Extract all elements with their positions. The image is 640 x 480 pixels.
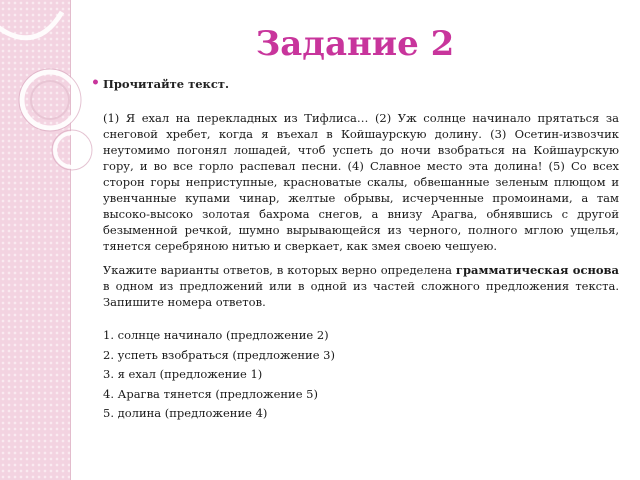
ring-large-outline	[19, 69, 81, 131]
answer-options	[103, 326, 335, 424]
bullet-text: Прочитайте текст.	[103, 77, 229, 91]
bullet-item	[91, 75, 229, 91]
instruction-part-1: Укажите варианты ответов, в которых верно определена	[103, 263, 456, 277]
slide-title: Задание 2	[255, 24, 455, 64]
task-instruction	[103, 262, 619, 310]
source-text: (1) Я ехал на перекладных из Тифлиса… (2) Уж солнце начинало прятаться за снеговой хребет, когда я въехал в Койшаурскую долину. (3) Осетин-извозчик неутомимо погонял лошадей, чтоб успеть до ночи взобраться на Койшаурскую гору, и во все горло распевал песни. (4) Славное место эта долина! (5) Со всех сторон горы неприступные, красноватые скалы, обвешанные зеленым плющом и увенчанные купами чинар, желтые обрывы, исчерченные промоинами, а там высоко-высоко золотая бахрома снегов, а внизу Арагва, обнявшись с другой безыменной речкой, шумно вырывающейся из черного, полного мглою ущелья, тянется серебряною нитью и сверкает, как змея своею чешуею.	[103, 111, 619, 253]
answer-option: 4. Арагва тянется (предложение 5)	[103, 386, 318, 401]
bullet-dot-icon: •	[91, 75, 100, 91]
answer-option: 3. я ехал (предложение 1)	[103, 367, 263, 381]
ring-inner	[31, 81, 69, 119]
answer-option: 5. долина (предложение 4)	[103, 406, 268, 420]
instruction-part-2: в одном из предложений или в одной из частей сложного предложения текста. Запишите номера ответов.	[103, 279, 619, 309]
ring-small	[55, 133, 89, 167]
instruction-bold-term: грамматическая основа	[455, 263, 619, 277]
answer-option: 2. успеть взобраться (предложение 3)	[103, 347, 335, 362]
answer-option: 1. солнце начинало (предложение 2)	[103, 328, 329, 342]
ring-small-outline	[52, 130, 92, 170]
